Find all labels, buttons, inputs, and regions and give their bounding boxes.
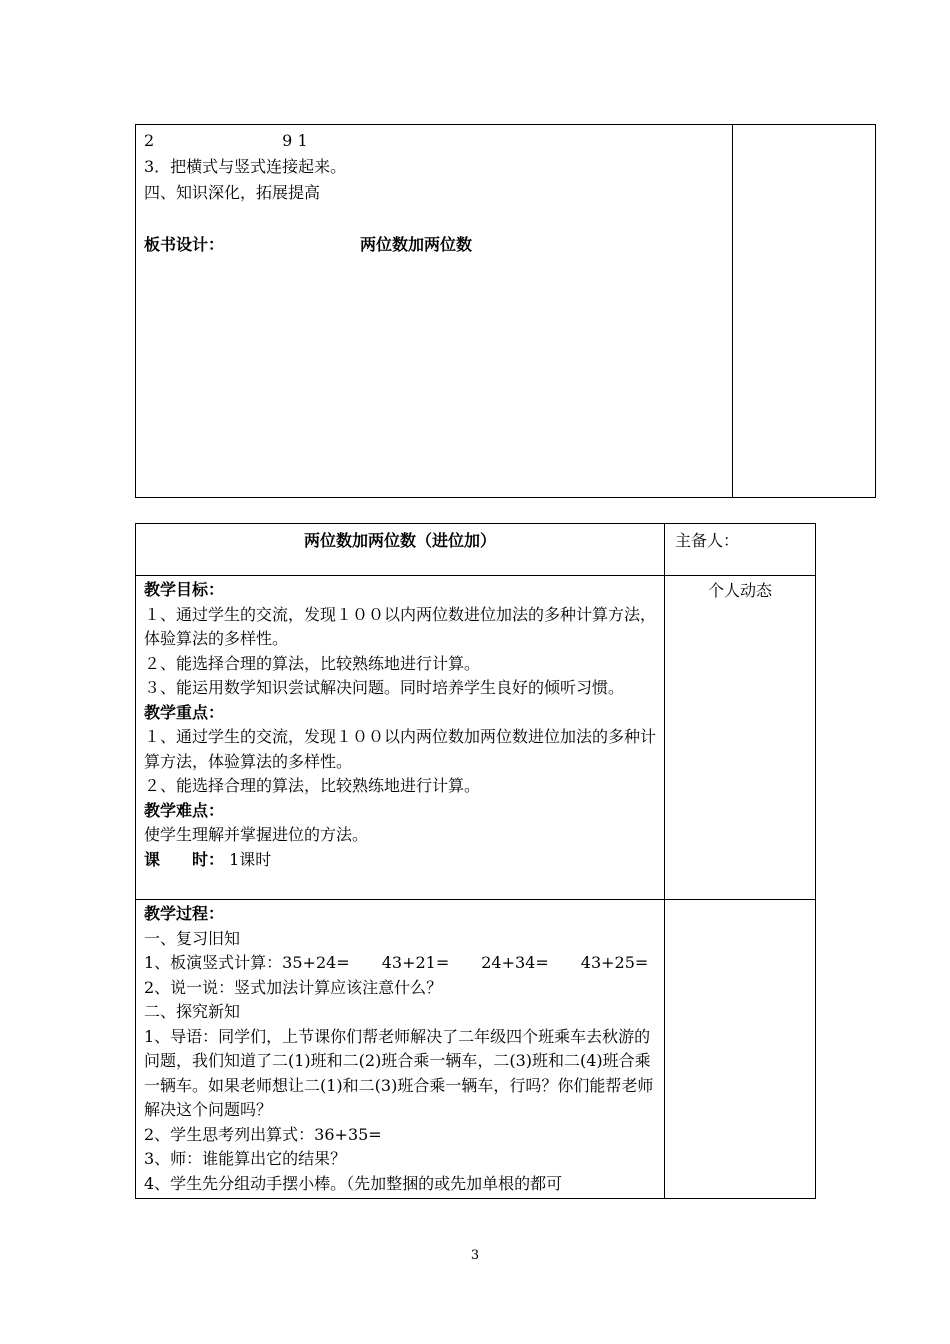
process-row — [136, 900, 815, 1198]
text-line: 2 9 1 — [144, 131, 308, 150]
continuation-table — [135, 124, 876, 498]
process-item: 1、板演竖式计算：35+24= 43+21= 24+34= 43+25= — [144, 953, 649, 972]
process-item: 一、复习旧知 — [144, 928, 241, 948]
process-item: 3、师：谁能算出它的结果？ — [144, 1149, 347, 1168]
text-line: 四、知识深化，拓展提高 — [144, 183, 321, 202]
board-design-label: 板书设计： — [144, 235, 225, 254]
process-notes-cell — [665, 900, 815, 1198]
lesson-title: 两位数加两位数（进位加） — [136, 524, 665, 575]
goal-item: １、通过学生的交流，发现１００以内两位数进位加法的多种计算方法，体验算法的多样性。 — [144, 604, 657, 648]
period-label: 课 时： — [144, 849, 225, 869]
page-number: 3 — [470, 1248, 480, 1263]
process-cell — [136, 900, 665, 1198]
difficulty-text: 使学生理解并掌握进位的方法。 — [144, 825, 369, 844]
key-item: １、通过学生的交流，发现１００以内两位数加两位数进位加法的多种计算方法，体验算法的多样性。 — [144, 727, 657, 771]
objectives-row — [136, 576, 815, 900]
process-item: 二、探究新知 — [144, 1002, 241, 1021]
period-value: 1课时 — [229, 849, 272, 869]
continuation-content-cell — [136, 125, 733, 497]
process-heading: 教学过程： — [144, 904, 225, 923]
goal-item: ２、能选择合理的算法，比较熟练地进行计算。 — [144, 653, 481, 673]
lesson-plan-table — [135, 523, 816, 1199]
difficulty-heading: 教学难点： — [144, 800, 225, 820]
key-heading: 教学重点： — [144, 702, 225, 722]
personal-notes-label: 个人动态 — [707, 581, 772, 600]
process-item: 4、学生先分组动手摆小棒。（先加整捆的或先加单根的都可 — [144, 1173, 563, 1193]
process-item: 2、说一说：竖式加法计算应该注意什么？ — [144, 977, 443, 997]
board-design-line — [144, 232, 724, 258]
process-item: 1、导语：同学们，上节课你们帮老师解决了二年级四个班乘车去秋游的问题，我们知道了二(1)班和二(2)班合乘一辆车，二(3)班和二(4)班合乘一辆车。如果老师想让二(1)和二(3)班合乘一辆车，行吗？你们能帮老师解决这个问题吗？ — [144, 1026, 654, 1119]
goals-heading: 教学目标： — [144, 580, 225, 599]
board-design-title: 两位数加两位数 — [360, 235, 473, 254]
header-row — [136, 524, 815, 576]
objectives-cell — [136, 576, 665, 899]
goal-item: ３、能运用数学知识尝试解决问题。同时培养学生良好的倾听习惯。 — [144, 678, 625, 697]
period-line — [144, 848, 656, 873]
process-item: 2、学生思考列出算式：36+35= — [144, 1124, 382, 1144]
key-item: ２、能选择合理的算法，比较熟练地进行计算。 — [144, 776, 481, 795]
text-line: 3．把横式与竖式连接起来。 — [144, 157, 347, 176]
preparer-label: 主备人： — [675, 531, 740, 550]
